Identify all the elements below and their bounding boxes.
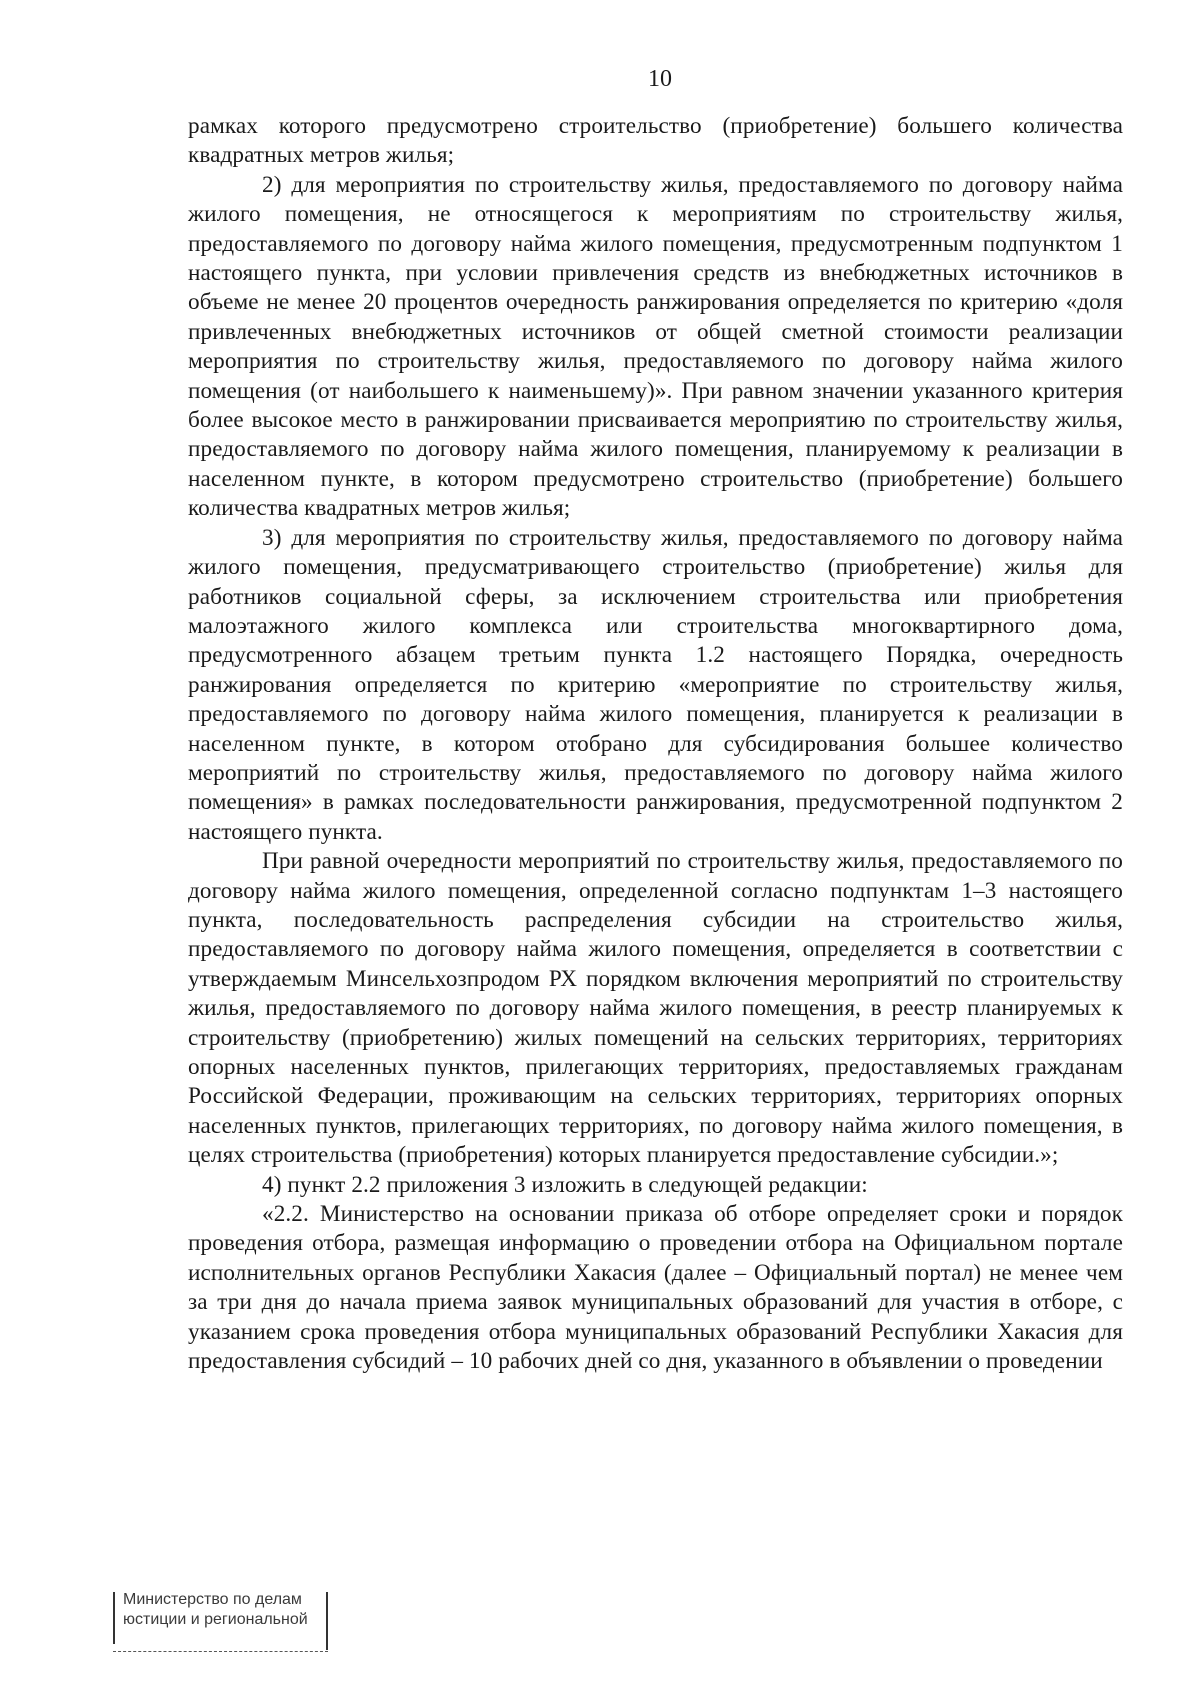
stamp-border-right bbox=[325, 1592, 328, 1650]
stamp-line-1: Министерство по делам bbox=[123, 1591, 302, 1608]
paragraph-item-3: 3) для мероприятия по строительству жилья, предоставляемого по договору найма жилого помещения, предусматривающего строительство (приобретение) жилья для работников социальной сферы, за исключением строительства или приобретения малоэтажного жилого комплекса или строительства многоквартирного дома, предусмотренного абзацем третьим пункта 1.2 настоящего Порядка, очередность ранжирования определяется по критерию «мероприятие по строительству жилья, предоставляемого по договору найма жилого помещения, планируется к реализации в населенном пункте, в котором отобрано для субсидирования большее количество мероприятий по строительству жилья, предоставляемого по договору найма жилого помещения» в рамках последовательности ранжирования, предусмотренной подпунктом 2 настоящего пункта. bbox=[188, 524, 1123, 845]
document-body bbox=[188, 112, 1123, 1376]
paragraph-equal-priority: При равной очередности мероприятий по строительству жилья, предоставляемого по договору найма жилого помещения, определенной согласно подпунктам 1–3 настоящего пункта, последовательность распределения субсидии на строительство жилья, предоставляемого по договору найма жилого помещения, определяется в соответствии с утверждаемым Минсельхозпродом РХ порядком включения мероприятий по строительству жилья, предоставляемого по договору найма жилого помещения, в реестр планируемых к строительству (приобретению) жилых помещений на сельских территориях, территориях опорных населенных пунктов, прилегающих территориях, предоставляемых гражданам Российской Федерации, проживающим на сельских территориях, территориях опорных населенных пунктов, прилегающих территориях, по договору найма жилого помещения, в целях строительства (приобретения) которых планируется предоставление субсидии.»; bbox=[188, 848, 1123, 1169]
paragraph-clause-2-2: «2.2. Министерство на основании приказа об отборе определяет сроки и порядок проведения отбора, размещая информацию о проведении отбора на Официальном портале исполнительных органов Республики Хакасия (далее – Официальный портал) не менее чем за три дня до начала приема заявок муниципальных образований для участия в отборе, с указанием срока проведения отбора муниципальных образований Республики Хакасия для предоставления субсидий – 10 рабочих дней со дня, указанного в объявлении о проведении bbox=[188, 1201, 1123, 1375]
paragraph-continuation: рамках которого предусмотрено строительство (приобретение) большего количества квадратных метров жилья; bbox=[188, 113, 1123, 169]
stamp-border-bottom bbox=[113, 1650, 328, 1652]
stamp-text bbox=[123, 1590, 308, 1630]
paragraph-item-2: 2) для мероприятия по строительству жилья, предоставляемого по договору найма жилого помещения, не относящегося к мероприятиям по строительству жилья, предоставляемого по договору найма жилого помещения, предусмотренным подпунктом 1 настоящего пункта, при условии привлечения средств из внебюджетных источников в объеме не менее 20 процентов очередность ранжирования определяется по критерию «доля привлеченных внебюджетных источников от общей сметной стоимости реализации мероприятия по строительству жилья, предоставляемого по договору найма жилого помещения (от наибольшего к наименьшему)». При равном значении указанного критерия более высокое место в ранжировании присваивается мероприятию по строительству жилья, предоставляемого по договору найма жилого помещения, планируемому к реализации в населенном пункте, в котором предусмотрено строительство (приобретение) большего количества квадратных метров жилья; bbox=[188, 171, 1123, 522]
stamp-border-left bbox=[113, 1592, 116, 1644]
stamp-line-2: юстиции и региональной bbox=[123, 1611, 308, 1628]
page-number: 10 bbox=[648, 66, 672, 92]
ministry-stamp bbox=[113, 1590, 328, 1652]
paragraph-item-4: 4) пункт 2.2 приложения 3 изложить в следующей редакции: bbox=[262, 1171, 868, 1198]
